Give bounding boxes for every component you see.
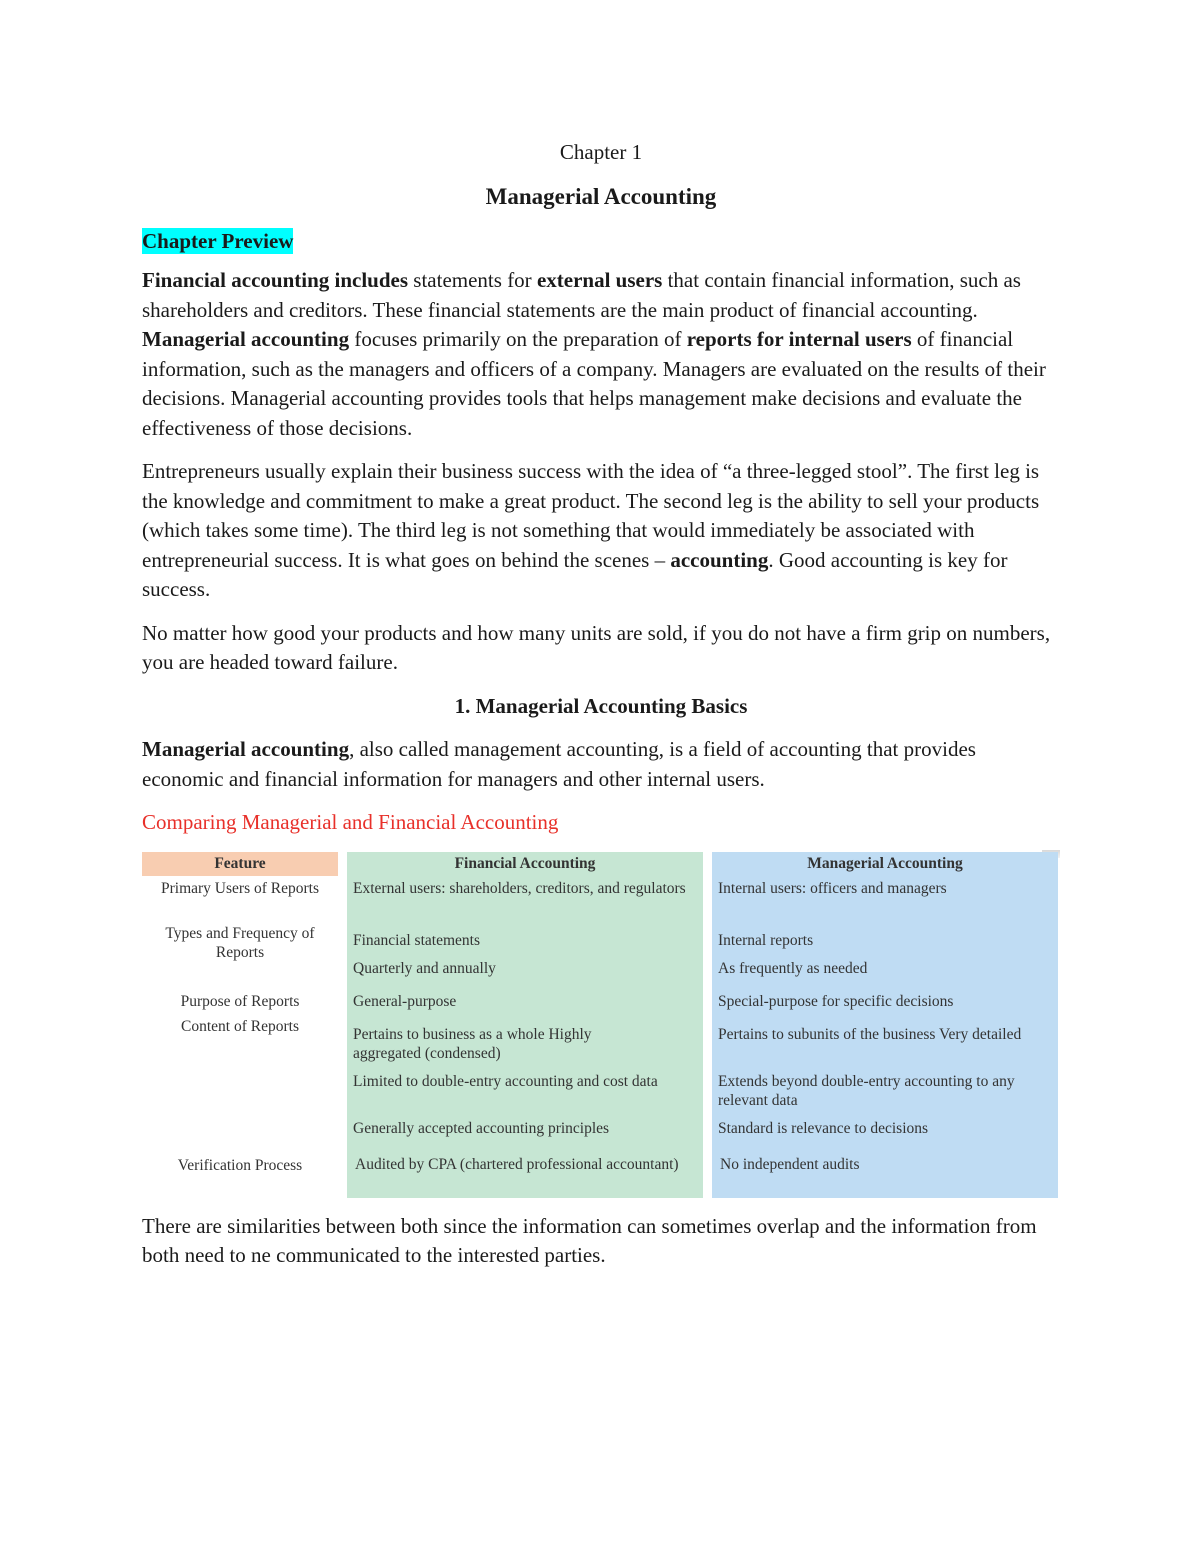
feature-cell: Content of Reports [181,1017,299,1035]
document-page [142,138,1060,1285]
managerial-cell: Internal reports [718,931,814,949]
comparison-table [142,852,1060,1198]
managerial-cell: No independent audits [720,1155,860,1173]
financial-cell: Pertains to business as a whole Highly aggregated (condensed) [353,1025,592,1062]
section-heading-basics: 1. Managerial Accounting Basics [454,693,748,718]
managerial-header: Managerial Accounting [807,854,963,872]
feature-cell: Types and Frequency of Reports [165,924,315,961]
paragraph-similarities: There are similarities between both since the information can sometimes overlap and the information from both need to ne communicated to the interested parties. [142,1213,1037,1267]
feature-column [142,852,338,1174]
paragraph-three-legged-stool: Entrepreneurs usually explain their business success with the idea of “a three-legged stool”. The first leg is the knowledge and commitment to make a great product. The second leg is the ability to sell your products (which takes some time). The third leg is not something that would immediately be associated with entrepreneurial success. It is what goes on behind the scenes – accounting. Good accounting is key for success. [142,459,1040,601]
feature-header: Feature [142,852,338,876]
paragraph-definition: Managerial accounting, also called management accounting, is a field of accounting that provides economic and financial information for managers and other internal users. [142,737,976,791]
financial-cell: Generally accepted accounting principles [353,1119,610,1137]
feature-cell: Purpose of Reports [180,992,300,1010]
financial-cell: Quarterly and annually [353,959,496,977]
managerial-cell: Standard is relevance to decisions [718,1119,929,1137]
feature-cell: Primary Users of Reports [161,879,319,897]
comparison-heading: Comparing Managerial and Financial Accounting [142,810,559,834]
financial-cell: Audited by CPA (chartered professional accountant) [355,1155,679,1173]
managerial-cell: Pertains to subunits of the business Very detailed [718,1025,1022,1043]
paragraph-numbers: No matter how good your products and how many units are sold, if you do not have a firm grip on numbers, you are headed toward failure. [142,620,1051,674]
financial-column [347,852,703,1198]
managerial-cell: Extends beyond double-entry accounting to any relevant data [718,1072,1015,1109]
managerial-cell: Internal users: officers and managers [718,879,947,897]
feature-cell: Verification Process [177,1156,303,1174]
managerial-cell: As frequently as needed [718,959,868,977]
managerial-column [712,852,1058,1198]
document-title: Managerial Accounting [485,183,717,209]
financial-cell: External users: shareholders, creditors, and regulators [353,879,686,897]
chapter-label: Chapter 1 [559,140,643,164]
paragraph-financial-vs-managerial: Financial accounting includes statements for external users that contain financial information, such as shareholders and creditors. These financial statements are the main product of financial accounting. Managerial accounting focuses primarily on the preparation of reports for internal users of financial information, such as the managers and officers of a company. Managers are evaluated on the results of their decisions. Managerial accounting provides tools that helps management make decisions and evaluate the effectiveness of those decisions. [142,268,1046,440]
financial-cell: Financial statements [353,931,480,949]
financial-cell: General-purpose [353,992,457,1010]
managerial-cell: Special-purpose for specific decisions [718,992,954,1010]
chapter-preview-heading: Chapter Preview [142,229,294,253]
financial-cell: Limited to double-entry accounting and cost data [353,1072,658,1090]
financial-header: Financial Accounting [454,854,596,872]
